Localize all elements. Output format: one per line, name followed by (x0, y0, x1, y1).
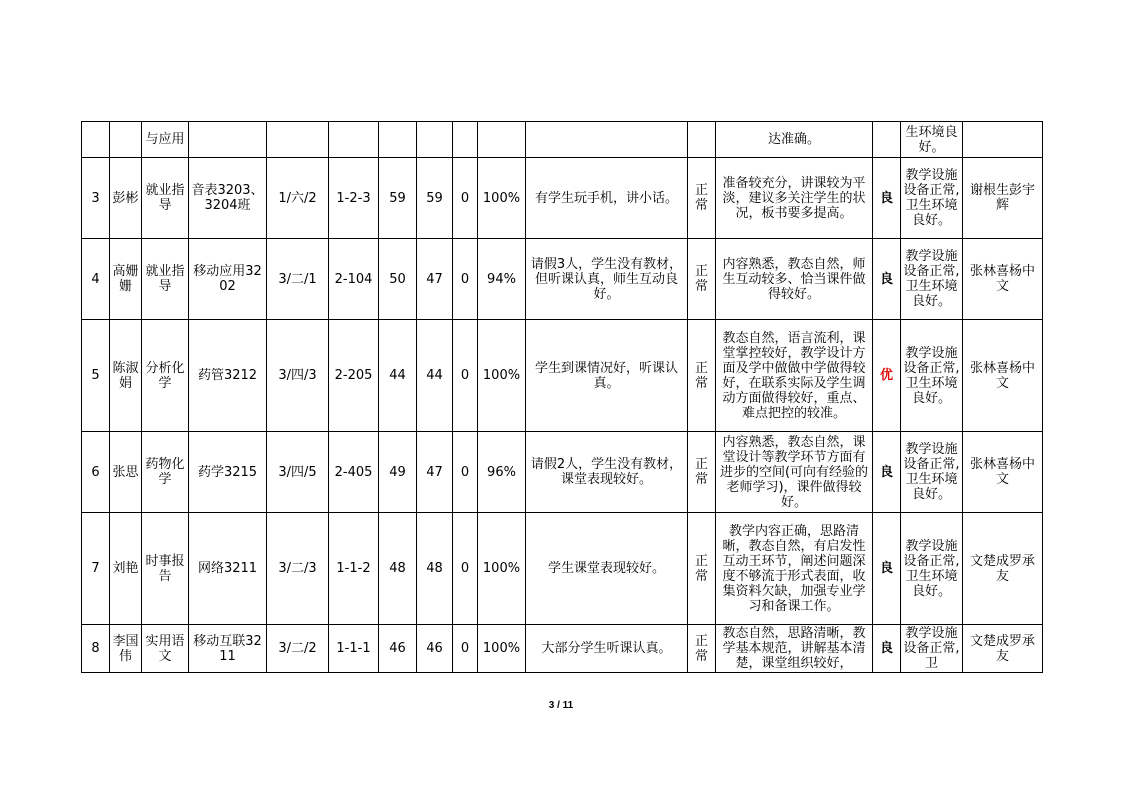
enrolled-count-cell: 50 (379, 239, 417, 320)
course-name-cell: 就业指导 (142, 158, 189, 239)
enrolled-count-cell: 48 (379, 513, 417, 625)
teacher-name-cell: 刘艳 (110, 513, 142, 625)
present-count-cell: 48 (417, 513, 453, 625)
teacher-name-cell (110, 122, 142, 158)
late-count-cell (453, 122, 478, 158)
late-count-cell: 0 (453, 513, 478, 625)
teaching-comment-cell: 内容熟悉，教态自然，师生互动较多、恰当课件做得较好。 (716, 239, 873, 320)
week-day-period-cell: 3/四/5 (267, 432, 329, 513)
present-count-cell: 47 (417, 239, 453, 320)
environment-cell: 教学设施设备正常,卫生环境良好。 (901, 432, 963, 513)
row-number-cell: 8 (82, 625, 110, 673)
attendance-rate-cell: 100% (478, 625, 526, 673)
enrolled-count-cell: 59 (379, 158, 417, 239)
evaluators-cell: 文楚成罗承友 (963, 625, 1043, 673)
attendance-rate-cell: 100% (478, 320, 526, 432)
class-name-cell (189, 122, 267, 158)
teacher-name-cell: 李国伟 (110, 625, 142, 673)
table-row (82, 122, 1043, 158)
evaluators-cell: 张林喜杨中文 (963, 432, 1043, 513)
late-count-cell: 0 (453, 625, 478, 673)
discipline-cell: 学生课堂表现较好。 (526, 513, 688, 625)
late-count-cell: 0 (453, 320, 478, 432)
discipline-cell: 请假2人，学生没有教材，课堂表现较好。 (526, 432, 688, 513)
attendance-rate-cell: 100% (478, 513, 526, 625)
room-cell: 2-104 (329, 239, 379, 320)
rating-cell: 良 (873, 513, 901, 625)
environment-cell: 教学设施设备正常,卫生环境良好。 (901, 239, 963, 320)
teacher-name-cell: 陈淑娟 (110, 320, 142, 432)
row-number-cell (82, 122, 110, 158)
table-row (82, 320, 1043, 432)
rating-cell: 良 (873, 625, 901, 673)
present-count-cell: 44 (417, 320, 453, 432)
evaluators-cell: 张林喜杨中文 (963, 320, 1043, 432)
teaching-comment-cell: 达准确。 (716, 122, 873, 158)
rating-cell: 良 (873, 432, 901, 513)
course-name-cell: 药物化学 (142, 432, 189, 513)
attendance-rate-cell: 94% (478, 239, 526, 320)
week-day-period-cell: 3/二/2 (267, 625, 329, 673)
table-row (82, 239, 1043, 320)
discipline-cell: 有学生玩手机，讲小话。 (526, 158, 688, 239)
course-name-cell: 与应用 (142, 122, 189, 158)
present-count-cell: 47 (417, 432, 453, 513)
teaching-comment-cell: 准备较充分，讲课较为平淡，建议多关注学生的状况，板书要多提高。 (716, 158, 873, 239)
environment-cell: 教学设施设备正常,卫 (901, 625, 963, 673)
class-name-cell: 移动应用3202 (189, 239, 267, 320)
page-number: 3 / 11 (548, 700, 574, 711)
environment-cell: 生环境良好。 (901, 122, 963, 158)
environment-cell: 教学设施设备正常,卫生环境良好。 (901, 513, 963, 625)
class-name-cell: 药管3212 (189, 320, 267, 432)
week-day-period-cell (267, 122, 329, 158)
status-cell: 正常 (688, 513, 716, 625)
status-cell: 正常 (688, 239, 716, 320)
late-count-cell: 0 (453, 239, 478, 320)
room-cell (329, 122, 379, 158)
enrolled-count-cell: 44 (379, 320, 417, 432)
rating-cell (873, 122, 901, 158)
course-name-cell: 分析化学 (142, 320, 189, 432)
present-count-cell: 59 (417, 158, 453, 239)
rating-cell: 良 (873, 239, 901, 320)
row-number-cell: 4 (82, 239, 110, 320)
row-number-cell: 6 (82, 432, 110, 513)
enrolled-count-cell: 49 (379, 432, 417, 513)
evaluators-cell: 张林喜杨中文 (963, 239, 1043, 320)
status-cell: 正常 (688, 158, 716, 239)
enrolled-count-cell: 46 (379, 625, 417, 673)
evaluators-cell: 文楚成罗承友 (963, 513, 1043, 625)
enrolled-count-cell (379, 122, 417, 158)
present-count-cell: 46 (417, 625, 453, 673)
class-name-cell: 音表3203、3204班 (189, 158, 267, 239)
table-row (82, 158, 1043, 239)
evaluators-cell: 谢根生彭宇辉 (963, 158, 1043, 239)
environment-cell: 教学设施设备正常,卫生环境良好。 (901, 158, 963, 239)
room-cell: 2-405 (329, 432, 379, 513)
table-row (82, 625, 1043, 673)
teacher-name-cell: 高姗姗 (110, 239, 142, 320)
discipline-cell (526, 122, 688, 158)
teaching-comment-cell: 教态自然，语言流利，课堂掌控较好，教学设计方面及学中做做中学做得较好，在联系实际及学生调动方面做得较好，重点、难点把控的较准。 (716, 320, 873, 432)
course-name-cell: 就业指导 (142, 239, 189, 320)
room-cell: 1-2-3 (329, 158, 379, 239)
course-name-cell: 实用语文 (142, 625, 189, 673)
evaluators-cell (963, 122, 1043, 158)
teacher-name-cell: 彭彬 (110, 158, 142, 239)
room-cell: 1-1-2 (329, 513, 379, 625)
week-day-period-cell: 3/四/3 (267, 320, 329, 432)
room-cell: 1-1-1 (329, 625, 379, 673)
discipline-cell: 请假3人，学生没有教材，但听课认真，师生互动良好。 (526, 239, 688, 320)
table-row (82, 513, 1043, 625)
late-count-cell: 0 (453, 158, 478, 239)
teacher-name-cell: 张思 (110, 432, 142, 513)
attendance-rate-cell: 100% (478, 158, 526, 239)
status-cell: 正常 (688, 320, 716, 432)
discipline-cell: 大部分学生听课认真。 (526, 625, 688, 673)
status-cell (688, 122, 716, 158)
rating-cell: 优 (873, 320, 901, 432)
week-day-period-cell: 3/二/1 (267, 239, 329, 320)
attendance-rate-cell (478, 122, 526, 158)
discipline-cell: 学生到课情况好，听课认真。 (526, 320, 688, 432)
present-count-cell (417, 122, 453, 158)
room-cell: 2-205 (329, 320, 379, 432)
row-number-cell: 5 (82, 320, 110, 432)
table-body (82, 122, 1043, 673)
row-number-cell: 7 (82, 513, 110, 625)
week-day-period-cell: 3/二/3 (267, 513, 329, 625)
table-row (82, 432, 1043, 513)
late-count-cell: 0 (453, 432, 478, 513)
class-name-cell: 网络3211 (189, 513, 267, 625)
status-cell: 正常 (688, 432, 716, 513)
row-number-cell: 3 (82, 158, 110, 239)
evaluation-table (81, 121, 1043, 673)
attendance-rate-cell: 96% (478, 432, 526, 513)
rating-cell: 良 (873, 158, 901, 239)
class-name-cell: 药学3215 (189, 432, 267, 513)
course-name-cell: 时事报告 (142, 513, 189, 625)
teaching-comment-cell: 教学内容正确，思路清晰，教态自然，有启发性互动王环节，阐述问题深度不够流于形式表面，收集资料欠缺，加强专业学习和备课工作。 (716, 513, 873, 625)
class-name-cell: 移动互联3211 (189, 625, 267, 673)
teaching-comment-cell: 内容熟悉，教态自然，课堂设计等教学环节方面有进步的空间(可向有经验的老师学习)，课件做得较好。 (716, 432, 873, 513)
status-cell: 正常 (688, 625, 716, 673)
week-day-period-cell: 1/六/2 (267, 158, 329, 239)
environment-cell: 教学设施设备正常,卫生环境良好。 (901, 320, 963, 432)
teaching-comment-cell: 教态自然，思路清晰，教学基本规范，讲解基本清楚，课堂组织较好， (716, 625, 873, 673)
